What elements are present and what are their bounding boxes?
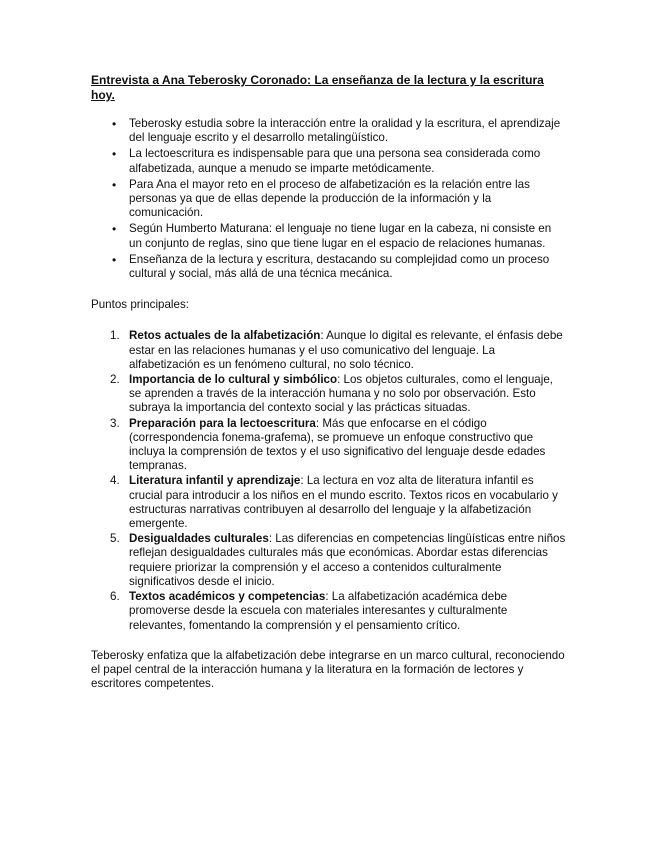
main-point-number: 1. — [110, 329, 120, 343]
main-points-heading: Puntos principales: — [91, 298, 189, 312]
main-point-number: 5. — [110, 532, 120, 546]
main-point-number: 4. — [110, 474, 120, 488]
main-point-text: : La lectura en voz alta de literatura infantil es crucial para introducir a los niños en el mundo escrito. Textos ricos en vocabulario y estructuras narrativas contribuyen al desarrollo del lenguaje y la alfabetización emergente. — [129, 474, 558, 531]
summary-bullet-item — [91, 253, 567, 281]
summary-bullet-text: La lectoescritura es indispensable para que una persona sea considerada como alfabetizada, aunque a menudo se imparte metódicamente. — [129, 147, 541, 175]
main-point-number: 6. — [110, 590, 120, 604]
main-point-item — [91, 474, 567, 531]
main-point-item — [91, 373, 567, 416]
main-point-item — [91, 532, 567, 589]
main-point-text: : Más que enfocarse en el código (correspondencia fonema-grafema), se promueve un enfoque constructivo que incluya la comprensión de textos y el uso significativo del lenguaje desde edades tempranas. — [129, 416, 546, 473]
summary-bullet-item — [91, 222, 567, 250]
summary-bullet-item — [91, 178, 567, 221]
main-points-list — [91, 329, 567, 632]
main-point-text: : La alfabetización académica debe promoverse desde la escuela con materiales interesantes y culturalmente relevantes, fomentando la comprensión y el pensamiento crítico. — [129, 590, 508, 632]
main-point-title: Preparación para la lectoescritura — [129, 416, 316, 430]
summary-bullet-item — [91, 147, 567, 175]
summary-bullet-item — [91, 117, 567, 145]
summary-bullet-text: Según Humberto Maturana: el lenguaje no tiene lugar en la cabeza, ni consiste en un conjunto de reglas, sino que tiene lugar en el espacio de relaciones humanas. — [129, 222, 552, 250]
main-point-title: Desigualdades culturales — [129, 532, 269, 546]
bullet-symbol: • — [112, 252, 117, 267]
main-point-text: : Los objetos culturales, como el lenguaje, se aprenden a través de la interacción humana y no solo por observación. Esto subraya la importancia del contexto social y las prácticas situadas. — [129, 373, 553, 415]
summary-bullet-list — [91, 117, 567, 281]
main-point-title: Textos académicos y competencias — [129, 590, 326, 604]
summary-bullet-text: Para Ana el mayor reto en el proceso de alfabetización es la relación entre las personas ya que de ellas depende la producción de la información y la comunicación. — [129, 177, 530, 220]
bullet-symbol: • — [112, 117, 117, 131]
document-body — [91, 73, 567, 691]
main-point-title: Retos actuales de la alfabetización — [129, 329, 321, 343]
main-point-number: 2. — [110, 373, 120, 387]
main-point-number: 3. — [110, 416, 120, 430]
conclusion-paragraph: Teberosky enfatiza que la alfabetización debe integrarse en un marco cultural, reconociendo el papel central de la interacción humana y la literatura en la formación de lectores y escritores competentes. — [91, 648, 565, 691]
main-point-title: Importancia de lo cultural y simbólico — [129, 373, 338, 387]
main-point-text: : Las diferencias en competencias lingüísticas entre niños reflejan desigualdades culturales más que económicas. Abordar estas diferencias requiere priorizar la comprensión y el acceso a contenidos culturalmente significativos desde el inicio. — [129, 532, 566, 588]
main-point-item — [91, 590, 567, 633]
bullet-symbol: • — [112, 177, 117, 192]
summary-bullet-text: Teberosky estudia sobre la interacción entre la oralidad y la escritura, el aprendizaje del lenguaje escrito y el desarrollo metalingüístico. — [129, 117, 561, 145]
main-point-item — [91, 417, 567, 474]
bullet-symbol: • — [112, 147, 117, 162]
summary-bullet-text: Enseñanza de la lectura y escritura, destacando su complejidad como un proceso cultural y social, más allá de una técnica mecánica. — [129, 252, 550, 281]
main-point-item — [91, 329, 567, 372]
main-point-title: Literatura infantil y aprendizaje — [129, 474, 301, 488]
document-title: Entrevista a Ana Teberosky Coronado: La enseñanza de la lectura y la escritura hoy. — [91, 73, 544, 102]
main-point-text: : Aunque lo digital es relevante, el énfasis debe estar en las relaciones humanas y el uso comunicativo del lenguaje. La alfabetización es un fenómeno cultural, no solo técnico. — [129, 329, 563, 371]
bullet-symbol: • — [112, 222, 117, 237]
